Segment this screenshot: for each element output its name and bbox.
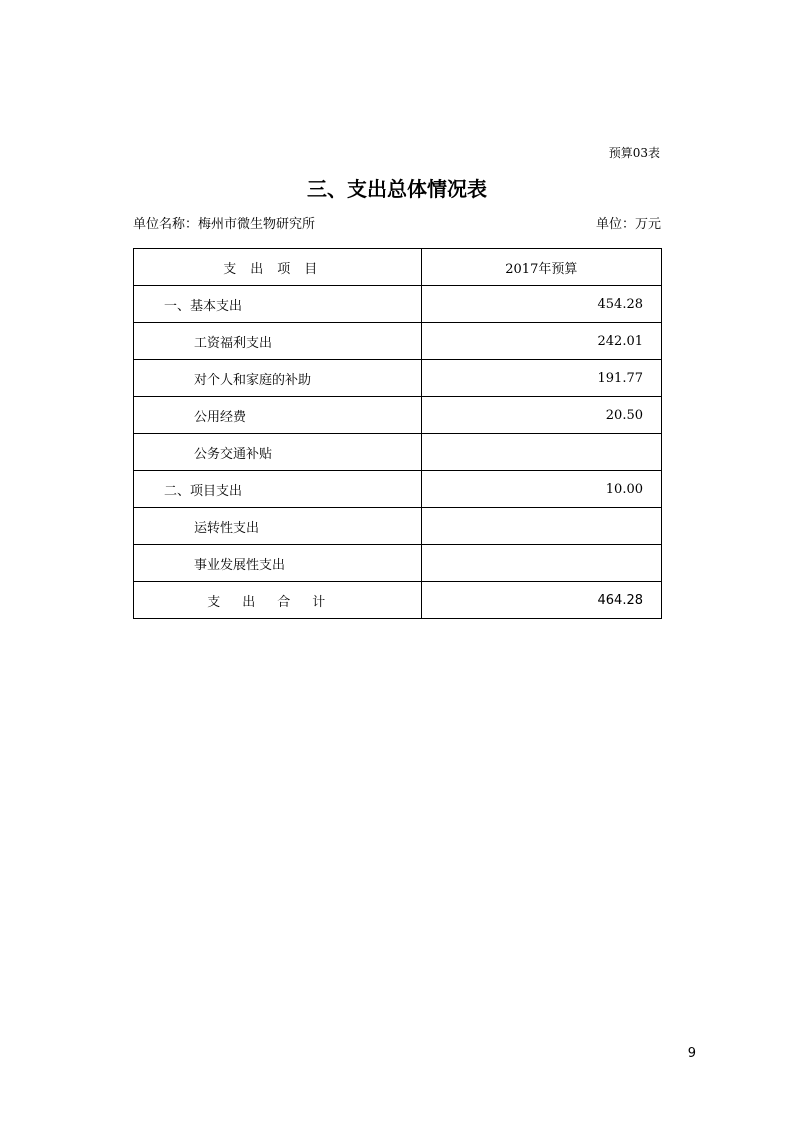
row-value: 191.77 xyxy=(421,360,661,397)
row-label: 公用经费 xyxy=(134,397,422,434)
row-label: 一、基本支出 xyxy=(134,286,422,323)
table-header-row xyxy=(134,249,662,286)
page-title: 三、支出总体情况表 xyxy=(307,177,487,201)
table-row xyxy=(134,508,662,545)
row-label: 运转性支出 xyxy=(134,508,422,545)
row-value xyxy=(421,434,661,471)
page-number: 9 xyxy=(687,1046,696,1061)
row-value: 10.00 xyxy=(421,471,661,508)
row-label: 工资福利支出 xyxy=(134,323,422,360)
row-value xyxy=(421,508,661,545)
row-value xyxy=(421,545,661,582)
table-row xyxy=(134,360,662,397)
row-value: 454.28 xyxy=(421,286,661,323)
table-total-row xyxy=(134,582,662,619)
row-label: 二、项目支出 xyxy=(134,471,422,508)
expenditure-table xyxy=(133,248,662,619)
header-item: 支出项目 xyxy=(134,249,422,286)
total-label: 支出合计 xyxy=(134,582,422,619)
total-value: 464.28 xyxy=(421,582,661,619)
row-value: 242.01 xyxy=(421,323,661,360)
table-row xyxy=(134,323,662,360)
table-row xyxy=(134,397,662,434)
row-label: 公务交通补贴 xyxy=(134,434,422,471)
row-label: 事业发展性支出 xyxy=(134,545,422,582)
unit-label: 单位：万元 xyxy=(595,217,661,232)
table-row xyxy=(134,545,662,582)
table-row xyxy=(134,286,662,323)
meta-row xyxy=(133,216,661,234)
table-row xyxy=(134,434,662,471)
row-value: 20.50 xyxy=(421,397,661,434)
row-label: 对个人和家庭的补助 xyxy=(134,360,422,397)
form-code: 预算03表 xyxy=(608,146,660,160)
unit-name: 单位名称：梅州市微生物研究所 xyxy=(133,217,316,232)
header-budget-2017: 2017年预算 xyxy=(421,249,661,286)
table-row xyxy=(134,471,662,508)
